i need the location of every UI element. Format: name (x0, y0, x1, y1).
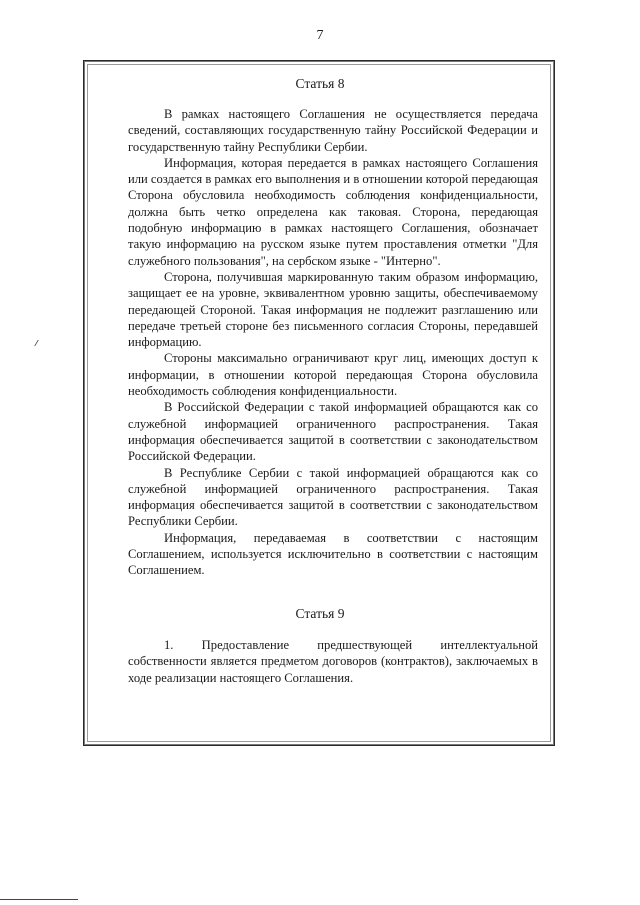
article-8-paragraph: Сторона, получившая маркированную таким образом информацию, защищает ее на уровне, эквивалентном уровню защиты, обеспечиваемому передающей Стороной. Такая информация не подлежит разглашению или передаче третьей стороне без письменного согласия Стороны, передавшей информацию. (128, 269, 538, 350)
article-8-paragraph: Информация, передаваемая в соответствии с настоящим Соглашением, используется исключительно в соответствии с настоящим Соглашением. (128, 530, 538, 578)
article-9-title: Статья 9 (295, 606, 345, 621)
article-8-paragraph: Информация, которая передается в рамках настоящего Соглашения или создается в рамках его выполнения и в отношении которой передающая Сторона обусловила необходимость соблюдения конфиденциальности, должна быть четко определена как таковая. Сторона, передающая подобную информацию в рамках настоящего Соглашения, обозначает такую информацию на русском языке путем проставления отметки "Для служебного пользования", на сербском языке - "Интерно". (128, 155, 539, 268)
margin-pen-mark (34, 340, 46, 346)
article-8-paragraph: В Российской Федерации с такой информацией обращаются как со служебной информацией ограниченного распространения. Такая информация обеспечивается защитой в соответствии с законодательством Российской Федерации. (128, 400, 538, 464)
page-number: 7 (316, 28, 324, 43)
article-8-paragraph: В Республике Сербии с такой информацией обращаются как со служебной информацией ограниченного распространения. Такая информация обеспечивается защитой в соответствии с законодательством Республики Сербии. (128, 465, 538, 529)
article-8-body (128, 106, 538, 579)
article-8-paragraph: В рамках настоящего Соглашения не осуществляется передача сведений, составляющих государственную тайну Российской Федерации и государственную тайну Республики Сербии. (128, 107, 538, 154)
article-8-paragraph: Стороны максимально ограничивают круг лиц, имеющих доступ к информации, в отношении которой передающая Сторона обусловила необходимость соблюдения конфиденциальности. (128, 351, 538, 399)
article-9-body (128, 637, 538, 686)
article-8-title: Статья 8 (295, 76, 345, 91)
footer-rule (0, 899, 78, 900)
article-9-paragraph: 1. Предоставление предшествующей интеллектуальной собственности является предметом договоров (контрактов), заключаемых в ходе реализации настоящего Соглашения. (128, 638, 538, 685)
